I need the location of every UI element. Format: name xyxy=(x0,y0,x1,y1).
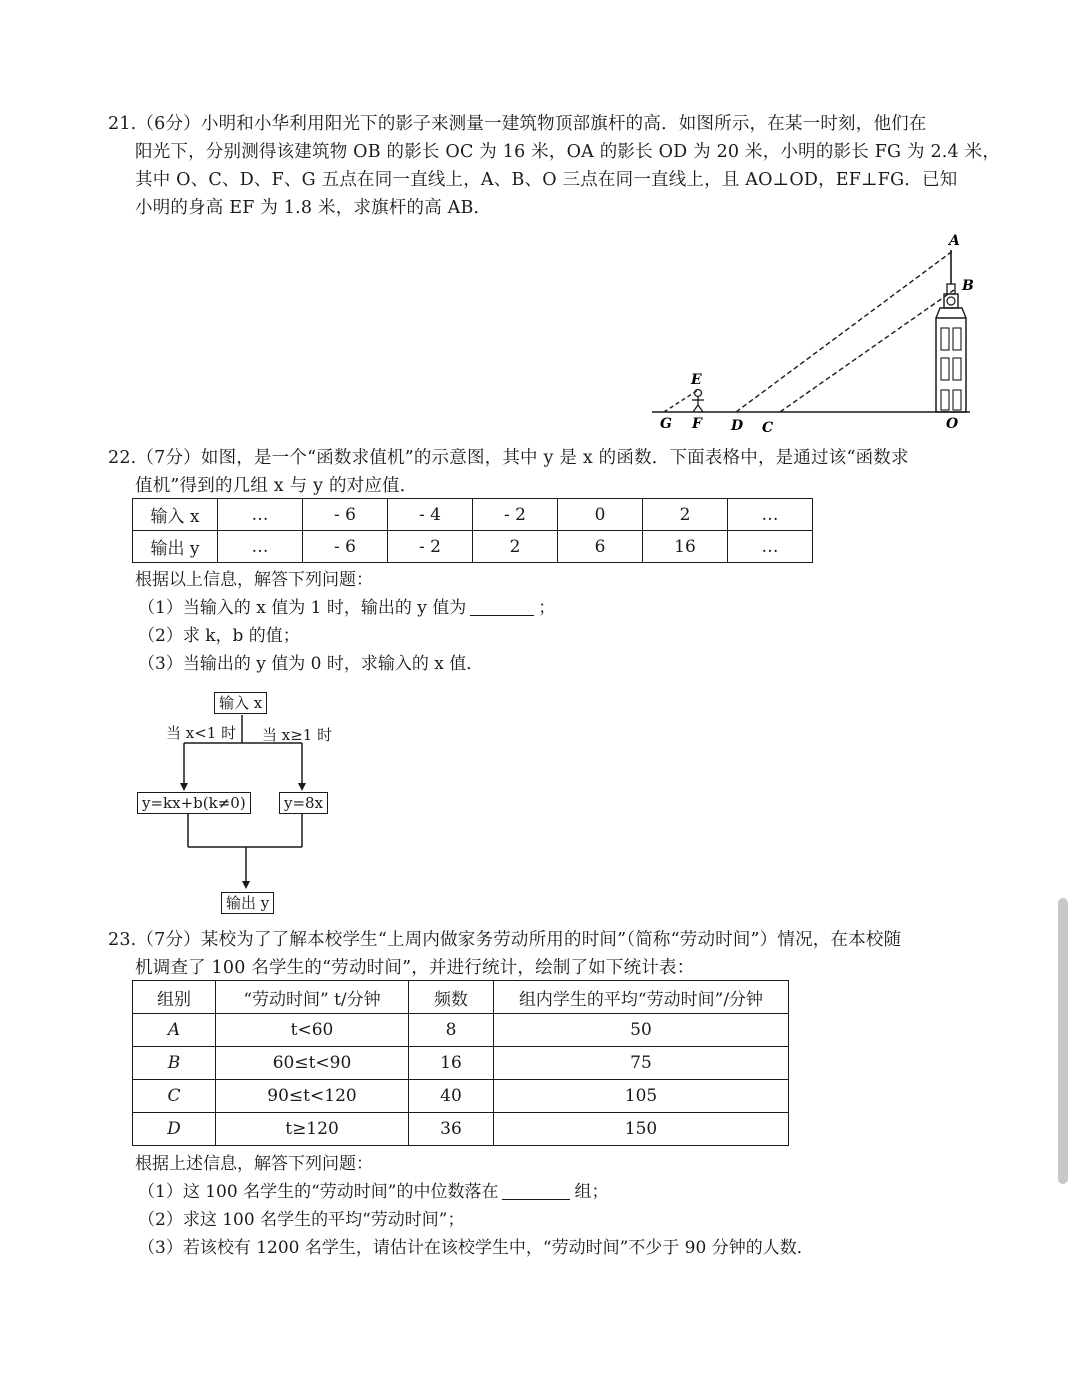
table-cell: 36 xyxy=(409,1113,494,1146)
table-cell: 6 xyxy=(558,531,643,563)
table-cell: 50 xyxy=(494,1014,789,1047)
q23-stat-table xyxy=(132,980,789,1146)
table-cell: 输入 x xyxy=(133,499,218,531)
q22-value-table xyxy=(132,498,813,563)
q21-line-4: 小明的身高 EF 为 1.8 米，求旗杆的高 AB． xyxy=(135,198,492,218)
table-cell: 90≤t<120 xyxy=(216,1080,409,1113)
table-cell: 输出 y xyxy=(133,531,218,563)
table-header-cell: “劳动时间” t/分钟 xyxy=(216,981,409,1014)
q23-sub-3: （3）若该校有 1200 名学生，请估计在该校学生中，“劳动时间”不少于 90 分钟的人数． xyxy=(138,1238,814,1258)
question-23 xyxy=(108,926,978,982)
label-C: C xyxy=(762,420,774,436)
table-cell: 16 xyxy=(409,1047,494,1080)
q22-sub-2: （2）求 k，b 的值； xyxy=(138,626,300,646)
flowchart-output-box: 输出 y xyxy=(221,892,274,914)
label-E: E xyxy=(691,372,702,388)
scrollbar-thumb[interactable] xyxy=(1058,898,1068,1184)
q22-sub-1-end: ； xyxy=(538,598,556,618)
table-cell: A xyxy=(133,1014,216,1047)
label-A: A xyxy=(949,233,960,249)
table-header-cell: 频数 xyxy=(409,981,494,1014)
label-F: F xyxy=(692,416,702,432)
answer-blank[interactable] xyxy=(502,1181,570,1200)
table-cell: … xyxy=(728,531,813,563)
table-cell: 60≤t<90 xyxy=(216,1047,409,1080)
label-D: D xyxy=(731,418,744,434)
q21-line-3: 其中 O、C、D、F、G 五点在同一直线上，A、B、O 三点在同一直线上，且 AO⊥OD，EF⊥FG．已知 xyxy=(135,170,958,190)
q23-sub-1-end: 组； xyxy=(574,1182,609,1202)
q21-line-2: 阳光下，分别测得该建筑物 OB 的影长 OC 为 16 米，OA 的影长 OD 为 20 米，小明的影长 FG 为 2.4 米， xyxy=(135,142,1001,162)
q22-intro: 根据以上信息，解答下列问题： xyxy=(135,570,373,590)
table-cell: 150 xyxy=(494,1113,789,1146)
table-cell: 0 xyxy=(558,499,643,531)
table-row xyxy=(133,531,813,563)
q23-sub-2: （2）求这 100 名学生的平均“劳动时间”； xyxy=(138,1210,465,1230)
table-cell: … xyxy=(218,499,303,531)
table-row xyxy=(133,1080,789,1113)
flowchart-cond-left: 当 x<1 时 xyxy=(166,724,237,742)
table-cell: D xyxy=(133,1113,216,1146)
table-cell: 105 xyxy=(494,1080,789,1113)
q22-line-2: 值机”得到的几组 x 与 y 的对应值． xyxy=(135,476,418,496)
flowchart-input-box: 输入 x xyxy=(214,692,267,714)
q22-line-1: 22.（7分）如图，是一个“函数求值机”的示意图，其中 y 是 x 的函数．下面表格中，是通过该“函数求 xyxy=(108,448,909,468)
table-cell: - 6 xyxy=(303,531,388,563)
flowchart-cond-right: 当 x≥1 时 xyxy=(262,726,333,744)
q23-sub-1-text: （1）这 100 名学生的“劳动时间”的中位数落在 xyxy=(138,1182,499,1202)
table-cell: t<60 xyxy=(216,1014,409,1047)
table-cell: B xyxy=(133,1047,216,1080)
q23-line-2: 机调查了 100 名学生的“劳动时间”，并进行统计，绘制了如下统计表： xyxy=(135,958,695,978)
table-cell: - 4 xyxy=(388,499,473,531)
q23-line-1: 23.（7分）某校为了了解本校学生“上周内做家务劳动所用的时间”（简称“劳动时间”）情况，在本校随 xyxy=(108,930,902,950)
q21-line-1: 21.（6分）小明和小华利用阳光下的影子来测量一建筑物顶部旗杆的高．如图所示，在某一时刻，他们在 xyxy=(108,114,927,134)
table-cell: 16 xyxy=(643,531,728,563)
table-cell: t≥120 xyxy=(216,1113,409,1146)
flowchart-func-right-box: y=8x xyxy=(279,792,328,814)
q22-subquestions xyxy=(108,566,978,678)
table-cell: - 6 xyxy=(303,499,388,531)
table-row xyxy=(133,1014,789,1047)
q21-shadow-figure xyxy=(640,228,990,438)
table-cell: 2 xyxy=(643,499,728,531)
label-B: B xyxy=(962,278,974,294)
table-cell: - 2 xyxy=(388,531,473,563)
table-cell: … xyxy=(728,499,813,531)
table-header-cell: 组内学生的平均“劳动时间”/分钟 xyxy=(494,981,789,1014)
q23-subquestions xyxy=(108,1150,978,1262)
table-cell: 40 xyxy=(409,1080,494,1113)
table-header-cell: 组别 xyxy=(133,981,216,1014)
label-G: G xyxy=(660,416,672,432)
q23-sub-1 xyxy=(108,1178,978,1206)
table-row xyxy=(133,499,813,531)
question-22 xyxy=(108,444,978,500)
question-21 xyxy=(108,110,1001,222)
q22-sub-1 xyxy=(108,594,978,622)
table-cell: 2 xyxy=(473,531,558,563)
q22-sub-1-text: （1）当输入的 x 值为 1 时，输出的 y 值为 xyxy=(138,598,467,618)
q23-intro: 根据上述信息，解答下列问题： xyxy=(135,1154,373,1174)
answer-blank[interactable] xyxy=(470,597,534,616)
table-header-row xyxy=(133,981,789,1014)
table-row xyxy=(133,1047,789,1080)
table-cell: C xyxy=(133,1080,216,1113)
table-cell: 75 xyxy=(494,1047,789,1080)
q22-sub-3: （3）当输出的 y 值为 0 时，求输入的 x 值． xyxy=(138,654,484,674)
table-cell: - 2 xyxy=(473,499,558,531)
flowchart-func-left-box: y=kx+b(k≠0) xyxy=(137,792,251,814)
table-cell: 8 xyxy=(409,1014,494,1047)
label-O: O xyxy=(946,416,959,432)
table-cell: … xyxy=(218,531,303,563)
table-row xyxy=(133,1113,789,1146)
